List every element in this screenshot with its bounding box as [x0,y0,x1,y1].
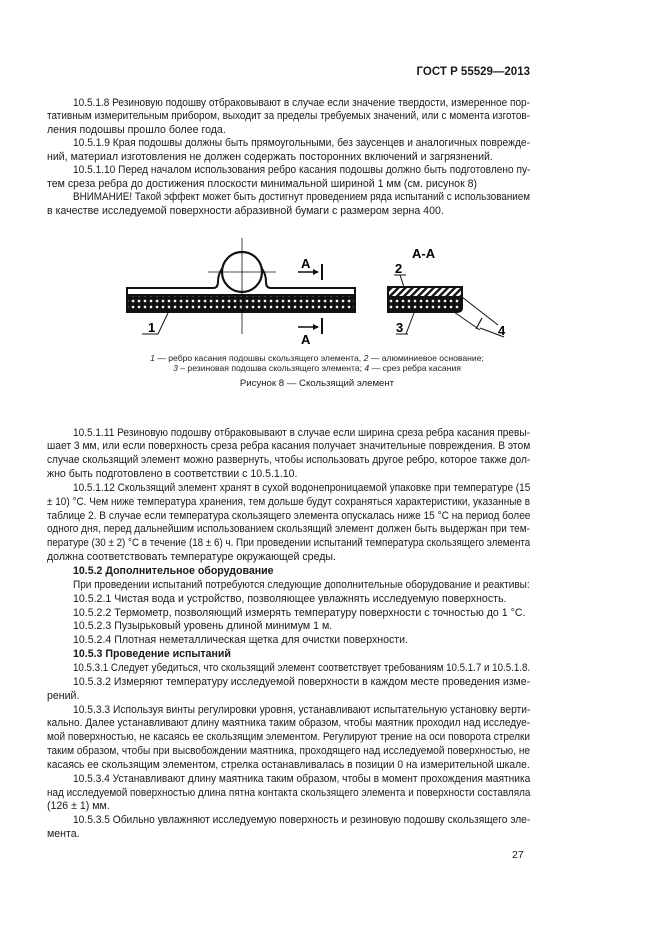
paragraph-line: 10.5.3.2 Измеряют температуру исследуемой поверхности в каждом месте проведения изме- [73,675,531,688]
paragraph-line: таким образом, чтобы при высвобождении маятника, проходящего над исследуемой поверхностью, не [47,745,530,758]
paragraph-line: таблице 2. В случае если температура скользящего элемента опускалась ниже 15 °С на период более [47,509,531,522]
legend-num: 1 [150,353,155,363]
legend-text: — срез ребра касания [369,363,461,373]
paragraph-line: рений. [47,689,80,702]
paragraph-line: шает 3 мм, или если поверхность среза ребра касания получает значительные повреждения. В этом [47,440,531,453]
section-heading: 10.5.2 Дополнительное оборудование [73,565,274,577]
callout-4: 4 [498,323,506,338]
paragraph-line: 10.5.1.12 Скользящий элемент хранят в сухой водонепроницаемой упаковке при температуре (15 [73,481,531,494]
section-title: А-А [412,246,436,261]
paragraph-line: ления подошвы прошло более года. [47,123,226,136]
paragraph-line: ВНИМАНИЕ! Такой эффект может быть достигнут проведением ряда испытаний с использованием [73,191,531,203]
figure-legend-line-1 [47,353,587,363]
paragraph-line: 10.5.3.1 Следует убедиться, что скользящий элемент соответствует требованиям 10.5.1.7 и 10.5.1.8. [73,661,531,674]
figure-caption: Рисунок 8 — Скользящий элемент [239,378,395,389]
paragraph-line: должна соответствовать температуре окружающей среды. [47,551,336,564]
legend-text: – резиновая подошва скользящего элемента; [177,363,365,373]
paragraph-line: тем среза ребра до достижения плоскости минимальной шириной 1 мм (см. рисунок 8) [47,177,478,190]
paragraph-line: 10.5.1.9 Края подошвы должны быть прямоугольными, без заусенцев и аналогичных поврежде- [73,137,530,149]
callout-2: 2 [395,261,403,276]
paragraph-line: одного дня, перед дальнейшим использованием скользящий элемент должен быть выдержан при тем- [47,523,530,536]
page-number: 27 [512,849,524,861]
section-arrow-label-bottom: А [301,332,311,347]
paragraph-line: 10.5.2.2 Термометр, позволяющий измерять температуру поверхности с точностью до 1 °С. [73,606,526,619]
paragraph-line: ± 10) °С. Чем ниже температура хранения, тем дольше будут сохраняться характеристики, указанные в [47,495,530,508]
document-standard-number: ГОСТ Р 55529—2013 [416,66,530,78]
paragraph-line: 10.5.3.4 Устанавливают длину маятника таким образом, чтобы в момент прохождения маятника [73,772,531,785]
legend-num: 3 [173,363,178,373]
paragraph-line: мой поверхностью, не касаясь ее скользящим элементом. Регулируют трение на оси поворота стрелки [47,731,530,744]
legend-num: 2 [363,353,369,363]
callout-3: 3 [396,320,404,335]
callout-1: 1 [148,320,156,335]
paragraph-line: 10.5.1.11 Резиновую подошву отбраковывают в случае если ширина среза ребра касания превы- [73,426,530,439]
paragraph-line: в качестве исследуемой поверхности абразивной бумаги с размером зерна 400. [47,204,444,217]
legend-text: — ребро касания подошвы скользящего элемента, [154,353,364,363]
section-heading: 10.5.3 Проведение испытаний [73,648,231,661]
paragraph-line: 10.5.1.8 Резиновую подошву отбраковывают в случае если значение твердости, измеренное пор- [73,96,530,109]
paragraph-line: кально. Далее устанавливают длину маятника таким образом, чтобы маятник проходил над исследуе- [47,717,531,730]
paragraph-line: касаясь ее скользящим элементом, стрелка останавливалась в позиции 0 на измерительной шкале. [47,758,530,771]
paragraph-line: 10.5.3.3 Используя винты регулировки уровня, устанавливают испытательную установку верти- [73,703,531,716]
paragraph-line: жно быть подготовлено в соответствии с 10.5.1.10. [47,468,298,481]
paragraph-line: над исследуемой поверхностью длина пятна контакта скользящего элемента и поверхности составляла [47,786,531,799]
paragraph-line: 10.5.2.3 Пузырьковый уровень длиной минимум 1 м. [73,620,333,633]
slider-cross-section [388,246,506,338]
figure-8-sliding-element [100,238,540,348]
paragraph-line: При проведении испытаний потребуются следующие дополнительные оборудование и реактивы: [73,578,530,591]
paragraph-line: 10.5.2.4 Плотная неметаллическая щетка для очистки поверхности. [73,634,409,647]
paragraph-line: пературе (30 ± 2) °С в течение (18 ± 6) ч. При проведении испытаний температура скользящего элемента [47,537,531,550]
slider-side-view [127,238,355,347]
paragraph-line: случае скользящий элемент можно развернуть, чтобы использовать другое ребро, которое также дол- [47,454,531,467]
paragraph-line: ний, материал изготовления не должен содержать посторонних включений и загрязнений. [47,150,493,163]
paragraph-line: 10.5.2.1 Чистая вода и устройство, позволяющее увлажнять исследуемую поверхность. [73,592,507,605]
legend-text: — алюминиевое основание; [368,353,484,363]
paragraph-line: 10.5.3.5 Обильно увлажняют исследуемую поверхность и резиновую подошву скользящего эле- [73,814,531,827]
figure-legend-line-2 [47,363,587,373]
paragraph-line: мента. [47,828,80,841]
paragraph-line: (126 ± 1) мм. [47,800,110,813]
legend-num: 4 [364,363,370,373]
paragraph-line: 10.5.1.10 Перед началом использования ребро касания подошвы должно быть подготовлено пу- [73,164,531,176]
paragraph-line: тативным измерительным прибором, выходит за пределы требуемых значений, или с момента изготов- [47,110,530,122]
section-arrow-label-top: А [301,256,311,271]
